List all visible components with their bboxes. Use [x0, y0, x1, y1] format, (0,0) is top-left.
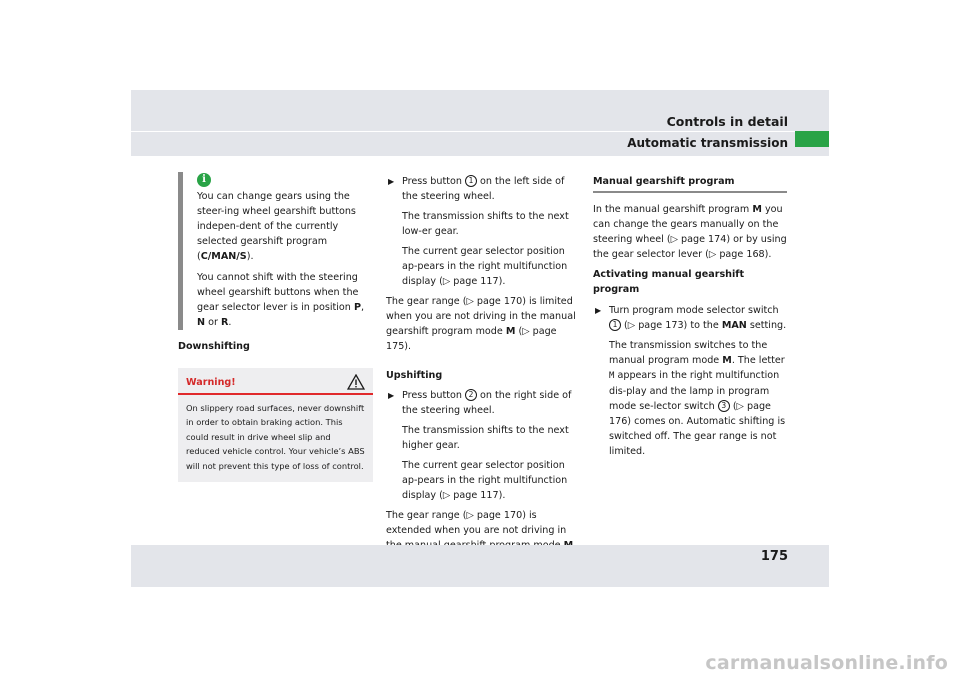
- warning-body: On slippery road surfaces, never downshift in order to obtain braking action. This could result in drive wheel slip and reduced vehicle control. Your vehicle’s ABS will not prevent this type of loss of control.: [186, 403, 365, 471]
- activate-result: The transmission switches to the manual program mode M. The letter M appears in the right multifunction dis-play and the lamp in program mode se-lector switch 3 (▷ page 176) comes on. Automatic shifting is switched off. The gear range is not limited.: [609, 340, 786, 457]
- button-1-callout: 1: [465, 175, 477, 187]
- warning-title: Warning!: [186, 376, 236, 388]
- info-paragraph-1: You can change gears using the steer-ing wheel gearshift buttons indepen-dent of the currently selected gearshift program (C/MAN/S).: [197, 191, 356, 262]
- activating-heading: Activating manual gearshift program: [593, 269, 745, 295]
- step-arrow-icon: ▶: [388, 177, 395, 186]
- warning-box: [178, 368, 373, 482]
- activate-step: ▶ Turn program mode selector switch 1 (▷ page 173) to the MAN setting.: [595, 305, 787, 331]
- chapter-marker: [795, 131, 829, 147]
- column-right: [593, 174, 789, 464]
- column-middle: [386, 174, 582, 573]
- section-title: Controls in detail: [666, 114, 788, 129]
- header-divider: [131, 131, 829, 132]
- manual-program-intro: In the manual gearshift program M you can change the gears manually on the steering wheel (▷ page 174) or by using the gear selector lever (▷ page 168).: [593, 204, 787, 260]
- step-arrow-icon: ▶: [595, 306, 602, 315]
- gear-range-limited-note: The gear range (▷ page 170) is limited when you are not driving in the manual gearshift program mode M (▷ page 175).: [386, 296, 576, 352]
- watermark: carmanualsonline.info: [705, 652, 948, 674]
- button-2-callout: 2: [465, 389, 477, 401]
- upshift-result-2: The current gear selector position ap-pears in the right multifunction display (▷ page 117).: [402, 460, 568, 501]
- manual-program-heading: Manual gearshift program: [593, 174, 787, 193]
- switch-1-callout: 1: [609, 319, 621, 331]
- info-paragraph-2: You cannot shift with the steering wheel gearshift buttons when the gear selector lever is in position P, N or R.: [197, 272, 365, 328]
- upshift-step: ▶ Press button 2 on the right side of the steering wheel.: [388, 390, 572, 416]
- upshift-result-1: The transmission shifts to the next higher gear.: [402, 425, 569, 451]
- subsection-title: Automatic transmission: [627, 136, 788, 150]
- warning-header: [178, 368, 373, 395]
- info-icon: i: [197, 173, 211, 187]
- page-number: 175: [760, 549, 788, 564]
- downshift-step: ▶ Press button 1 on the left side of the steering wheel.: [388, 176, 565, 202]
- downshift-result-2: The current gear selector position ap-pears in the right multifunction display (▷ page 117).: [402, 246, 568, 287]
- footer-band: [131, 545, 829, 587]
- step-arrow-icon: ▶: [388, 391, 395, 400]
- switch-3-callout: 3: [718, 400, 730, 412]
- warning-triangle-icon: [347, 374, 365, 390]
- downshifting-heading: Downshifting: [178, 341, 250, 352]
- downshift-result-1: The transmission shifts to the next low-er gear.: [402, 211, 569, 237]
- info-note: [178, 172, 375, 330]
- gear-range-extended-note: The gear range (▷ page 170) is extended when you are not driving in: [386, 510, 567, 536]
- column-left: [178, 172, 374, 482]
- upshifting-heading: Upshifting: [386, 370, 443, 381]
